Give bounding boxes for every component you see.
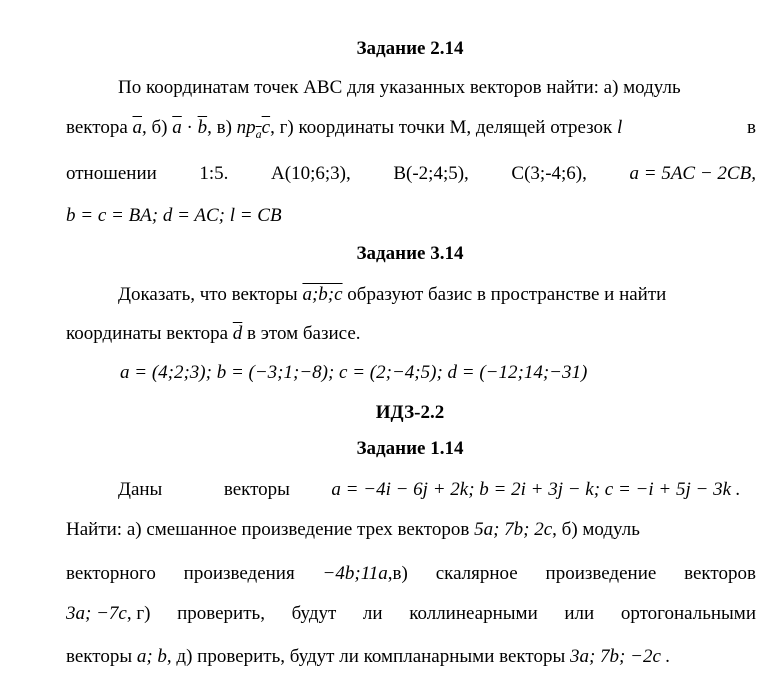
vectors-5a-7b-2c: 5a; 7b; 2c xyxy=(474,519,553,540)
task-1-14-line5 xyxy=(66,646,756,668)
text: Найти: а) смешанное произведение трех векторов xyxy=(66,519,470,540)
text: , в) xyxy=(207,117,232,138)
vector-a-formula: a = 5AC − 2CB, xyxy=(629,163,756,184)
text: произведения xyxy=(183,563,295,584)
task-1-14-line1 xyxy=(118,479,756,501)
text: координаты вектора xyxy=(66,323,229,344)
task-2-14-line2: вектора $\overline{a}$, б) $\overline{a} \cdot \overline{b}$, в) $np_{\overline{a}}\overline{c}$, г) координаты точки М, делящей отрезок l в xyxy=(66,117,756,141)
task-3-14-line1 xyxy=(118,284,756,306)
projection: $np_{\overline{a}}\overline{c}$ xyxy=(236,117,271,141)
task-1-14-line4 xyxy=(66,603,756,625)
vector-b: $\overline{b}$ xyxy=(197,117,208,138)
task-1-14-line3 xyxy=(66,563,756,585)
vectors-formula: a = −4i − 6j + 2k; b = 2i + 3j − k; c = −i + 5j − 3k . xyxy=(331,479,741,500)
vector-expression: −4b;11a,в) xyxy=(322,563,408,584)
text: , д) проверить, будут ли компланарными векторы xyxy=(166,646,566,667)
vector-expression: 3a; −7c, г) xyxy=(66,603,151,624)
text: векторов xyxy=(684,563,756,584)
task-3-14-title: Задание 3.14 xyxy=(356,243,464,264)
vector-a: $\overline{a}$ xyxy=(172,117,182,138)
task-1-14-line2 xyxy=(66,519,756,541)
vectors-a-b: a; b xyxy=(136,646,167,667)
task-3-14-line2 xyxy=(66,323,756,345)
vectors-abc: a;b;c xyxy=(302,284,343,305)
text: , г) координаты точки М, делящей отрезок xyxy=(270,117,613,138)
point-b: B(-2;4;5), xyxy=(393,163,469,184)
text: образуют базис в пространстве и найти xyxy=(347,284,667,305)
text: будут xyxy=(291,603,337,624)
text: скалярное xyxy=(435,563,518,584)
text: ортогональными xyxy=(620,603,756,624)
text: , б) xyxy=(142,117,168,138)
text: в этом базисе. xyxy=(247,323,361,344)
vectors-3a-7b-2c: 3a; 7b; −2c . xyxy=(569,646,671,667)
text: в xyxy=(747,117,756,138)
segment-l: l xyxy=(617,117,623,138)
text: отношении xyxy=(66,163,157,184)
text: Доказать, что векторы xyxy=(118,284,298,305)
vector-a: $\overline{a}$ xyxy=(132,117,143,138)
text: коллинеарными xyxy=(409,603,538,624)
text: ли xyxy=(362,603,383,624)
task-2-14-line4: b = c = BA; d = AC; l = CB xyxy=(66,205,282,226)
task-1-14-title: Задание 1.14 xyxy=(356,438,464,459)
text: вектора xyxy=(66,117,128,138)
text: векторы xyxy=(66,646,133,667)
task-2-14-line3 xyxy=(66,163,756,185)
text: векторного xyxy=(66,563,156,584)
point-a: A(10;6;3), xyxy=(271,163,351,184)
point-c: C(3;-4;6), xyxy=(511,163,587,184)
text: , б) модуль xyxy=(552,519,640,540)
task-3-14-vectors: a = (4;2;3); b = (−3;1;−8); c = (2;−4;5); d = (−12;14;−31) xyxy=(120,362,588,383)
ratio: 1:5. xyxy=(199,163,229,184)
task-2-14-intro: По координатам точек ABC для указанных векторов найти: а) модуль xyxy=(118,77,681,98)
text: или xyxy=(564,603,595,624)
text: произведение xyxy=(545,563,657,584)
vector-d: $\overline{d}$ xyxy=(232,323,243,344)
idz-title: ИДЗ-2.2 xyxy=(375,402,445,423)
task-2-14-title: Задание 2.14 xyxy=(356,38,464,59)
text: векторы xyxy=(223,479,290,500)
text: проверить, xyxy=(177,603,265,624)
text: Даны xyxy=(118,479,163,500)
